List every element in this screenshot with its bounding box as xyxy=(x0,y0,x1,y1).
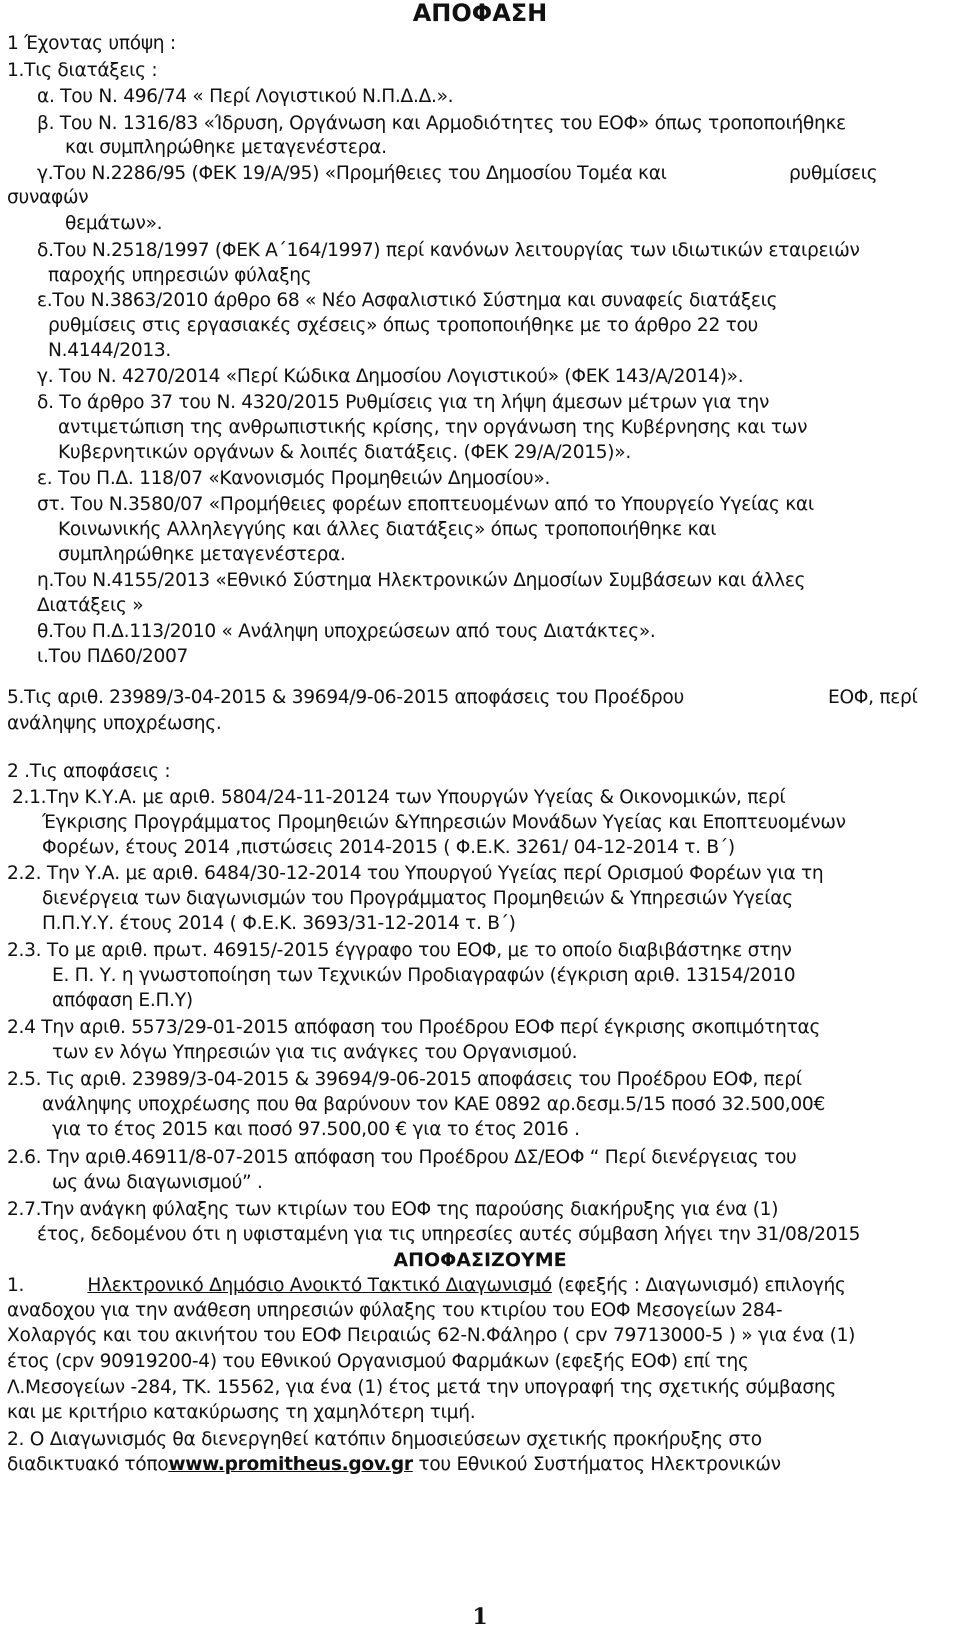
provision-d2-line1: δ. Το άρθρο 37 του Ν. 4320/2015 Ρυθμίσεις για τη λήψη άμεσων μέτρων για την xyxy=(37,392,770,413)
decision-2-5-line1: 2.5. Τις αριθ. 23989/3-04-2015 & 39694/9-06-2015 αποφάσεις του Προέδρου ΕΟΦ, περί xyxy=(7,1069,802,1090)
provision-st-line1: στ. Του Ν.3580/07 «Προμήθειες φορέων εποπτευομένων από το Υπουργείο Υγείας και xyxy=(37,494,814,515)
provision-d2-line2: αντιμετώπιση της ανθρωπιστικής κρίσης, την οργάνωση της Κυβέρνησης και των xyxy=(58,417,808,438)
article-2-line2-start: διαδικτυακό τόπο xyxy=(7,1454,169,1475)
section-heading: 1.Τις διατάξεις : xyxy=(7,60,158,81)
promitheus-link[interactable]: www.promitheus.gov.gr xyxy=(168,1454,413,1475)
provision-g-line3: θεμάτων». xyxy=(65,213,163,234)
decision-2-5-line3: για το έτος 2015 και ποσό 97.500,00 € για το έτος 2016 . xyxy=(52,1119,580,1140)
decision-2-7-line2: έτος, δεδομένου ότι η υφισταμένη για τις υπηρεσίες αυτές σύμβαση λήγει την 31/08/2015 xyxy=(37,1224,861,1245)
intro-line: 1 Έχοντας υπόψη : xyxy=(7,33,176,54)
provision-d-line1: δ.Του Ν.2518/1997 (ΦΕΚ Α΄164/1997) περί κανόνων λειτουργίας των ιδιωτικών εταιρειών xyxy=(37,240,860,261)
decision-2-3-line3: απόφαση Ε.Π.Υ) xyxy=(52,990,193,1011)
article-2-line2 xyxy=(7,1453,781,1477)
page-number: 1 xyxy=(472,1604,488,1630)
decision-2-5-line2: ανάληψης υποχρέωσης που θα βαρύνουν τον ΚΑΕ 0892 αρ.δεσμ.5/15 ποσό 32.500,00€ xyxy=(42,1094,825,1115)
provision-g-line1-end: ρυθμίσεις xyxy=(789,163,878,184)
decision-2-2-line1: 2.2. Την Υ.Α. με αριθ. 6484/30-12-2014 του Υπουργού Υγείας περί Ορισμού Φορέων για τη xyxy=(7,863,824,884)
decisions-heading: 2 .Τις αποφάσεις : xyxy=(7,761,171,782)
provision-e-line3: Ν.4144/2013. xyxy=(48,340,172,361)
decision-2-4-line1: 2.4 Την αριθ. 5573/29-01-2015 απόφαση του Προέδρου ΕΟΦ περί έγκρισης σκοπιμότητας xyxy=(7,1017,821,1038)
provision-st-line3: συμπληρώθηκε μεταγενέστερα. xyxy=(58,544,346,565)
provision-b-line1: β. Του Ν. 1316/83 «Ίδρυση, Οργάνωση και Αρμοδιότητες του ΕΟΦ» όπως τροποποιήθηκε xyxy=(37,113,846,134)
document-title: ΑΠΟΦΑΣΗ xyxy=(412,0,548,27)
article-2-line2-end: του Εθνικού Συστήματος Ηλεκτρονικών xyxy=(412,1454,781,1475)
article-1-number: 1. xyxy=(7,1275,25,1296)
article-2-line1: 2. Ο Διαγωνισμός θα διενεργηθεί κατόπιν δημοσιεύσεων σχετικής προκήρυξης στο xyxy=(7,1429,762,1450)
decision-2-7-line1: 2.7.Την ανάγκη φύλαξης των κτιρίων του ΕΟΦ της παρούσης διακήρυξης για ένα (1) xyxy=(7,1199,779,1220)
decision-2-6-line2: ως άνω διαγωνισμού” . xyxy=(52,1172,263,1193)
paragraph-5-line1-end: ΕΟΦ, περί xyxy=(828,687,918,708)
article-1-line6: και με κριτήριο κατακύρωσης τη χαμηλότερη τιμή. xyxy=(7,1402,476,1423)
paragraph-5-line1: 5.Τις αριθ. 23989/3-04-2015 & 39694/9-06-2015 αποφάσεις του Προέδρου xyxy=(7,687,684,708)
provision-b-line2: και συμπληρώθηκε μεταγενέστερα. xyxy=(65,137,387,158)
decision-2-3-line1: 2.3. Το με αριθ. πρωτ. 46915/-2015 έγγραφο του ΕΟΦ, με το οποίο διαβιβάστηκε στην xyxy=(7,940,792,961)
provision-e2: ε. Του Π.Δ. 118/07 «Κανονισμός Προμηθειών Δημοσίου». xyxy=(37,468,551,489)
decision-2-2-line2: διενέργεια των διαγωνισμών του Προγράμματος Προμηθειών & Υπηρεσιών Υγείας xyxy=(42,888,793,909)
decision-2-1-line2: Έγκρισης Προγράμματος Προμηθειών &Υπηρεσιών Μονάδων Υγείας και Εποπτευομένων xyxy=(42,812,846,833)
tender-type-link[interactable]: Ηλεκτρονικό Δημόσιο Ανοικτό Τακτικό Διαγωνισμό xyxy=(87,1275,552,1296)
article-1-line3: Χολαργός και του ακινήτου του ΕΟΦ Πειραιώς 62-Ν.Φάληρο ( cpv 79713000-5 ) » για ένα (1) xyxy=(7,1325,856,1346)
provision-d2-line3: Κυβερνητικών οργάνων & λοιπές διατάξεις. (ΦΕΚ 29/Α/2015)». xyxy=(58,442,631,463)
provision-g2: γ. Του Ν. 4270/2014 «Περί Κώδικα Δημοσίου Λογιστικού» (ΦΕΚ 143/Α/2014)». xyxy=(37,366,744,387)
paragraph-5-line2: ανάληψης υποχρέωσης. xyxy=(7,713,222,734)
provision-st-line2: Κοινωνικής Αλληλεγγύης και άλλες διατάξεις» όπως τροποποιήθηκε και xyxy=(58,519,717,540)
provision-a: α. Του Ν. 496/74 « Περί Λογιστικού Ν.Π.Δ.Δ.». xyxy=(37,86,454,107)
provision-e-line2: ρυθμίσεις στις εργασιακές σχέσεις» όπως τροποποιήθηκε με το άρθρο 22 του xyxy=(48,315,759,336)
article-1-line5: Λ.Μεσογείων -284, ΤΚ. 15562, για ένα (1) έτος μετά την υπογραφή της σχετικής σύμβασης xyxy=(7,1377,836,1398)
decision-2-6-line1: 2.6. Την αριθ.46911/8-07-2015 απόφαση του Προέδρου ΔΣ/ΕΟΦ “ Περί διενέργειας του xyxy=(7,1147,797,1168)
decision-2-3-line2: Ε. Π. Υ. η γνωστοποίηση των Τεχνικών Προδιαγραφών (έγκριση αριθ. 13154/2010 xyxy=(52,965,796,986)
decision-2-2-line3: Π.Π.Υ.Υ. έτους 2014 ( Φ.Ε.Κ. 3693/31-12-2014 τ. Β΄) xyxy=(42,913,516,934)
decide-heading: ΑΠΟΦΑΣΙΖΟΥΜΕ xyxy=(393,1249,567,1271)
article-1-line1 xyxy=(7,1274,846,1298)
decision-2-1-line1: 2.1.Την Κ.Υ.Α. με αριθ. 5804/24-11-20124 των Υπουργών Υγείας & Οικονομικών, περί xyxy=(12,787,786,808)
article-1-line2: αναδοχου για την ανάθεση υπηρεσιών φύλαξης του κτιρίου του ΕΟΦ Μεσογείων 284- xyxy=(7,1300,783,1321)
decision-2-4-line2: των εν λόγω Υπηρεσιών για τις ανάγκες του Οργανισμού. xyxy=(52,1042,578,1063)
provision-h-line2: Διατάξεις » xyxy=(37,595,144,616)
provision-g-line2: συναφών xyxy=(7,187,89,208)
provision-th: θ.Του Π.Δ.113/2010 « Ανάληψη υποχρεώσεων από τους Διατάκτες». xyxy=(37,621,656,642)
provision-g-line1: γ.Του Ν.2286/95 (ΦΕΚ 19/Α/95) «Προμήθειες του Δημοσίου Τομέα και xyxy=(37,163,667,184)
provision-h-line1: η.Του Ν.4155/2013 «Εθνικό Σύστημα Ηλεκτρονικών Δημοσίων Συμβάσεων και άλλες xyxy=(37,570,806,591)
provision-d-line2: παροχής υπηρεσιών φύλαξης xyxy=(48,265,312,286)
provision-e-line1: ε.Του Ν.3863/2010 άρθρο 68 « Νέο Ασφαλιστικό Σύστημα και συναφείς διατάξεις xyxy=(37,290,778,311)
decision-2-1-line3: Φορέων, έτους 2014 ,πιστώσεις 2014-2015 ( Φ.Ε.Κ. 3261/ 04-12-2014 τ. Β΄) xyxy=(42,837,735,858)
provision-i: ι.Του ΠΔ60/2007 xyxy=(37,646,189,667)
article-1-line1-rest: (εφεξής : Διαγωνισμό) επιλογής xyxy=(551,1275,846,1296)
article-1-line4: έτος (cpv 90919200-4) του Εθνικού Οργανισμού Φαρμάκων (εφεξής ΕΟΦ) επί της xyxy=(7,1351,749,1372)
